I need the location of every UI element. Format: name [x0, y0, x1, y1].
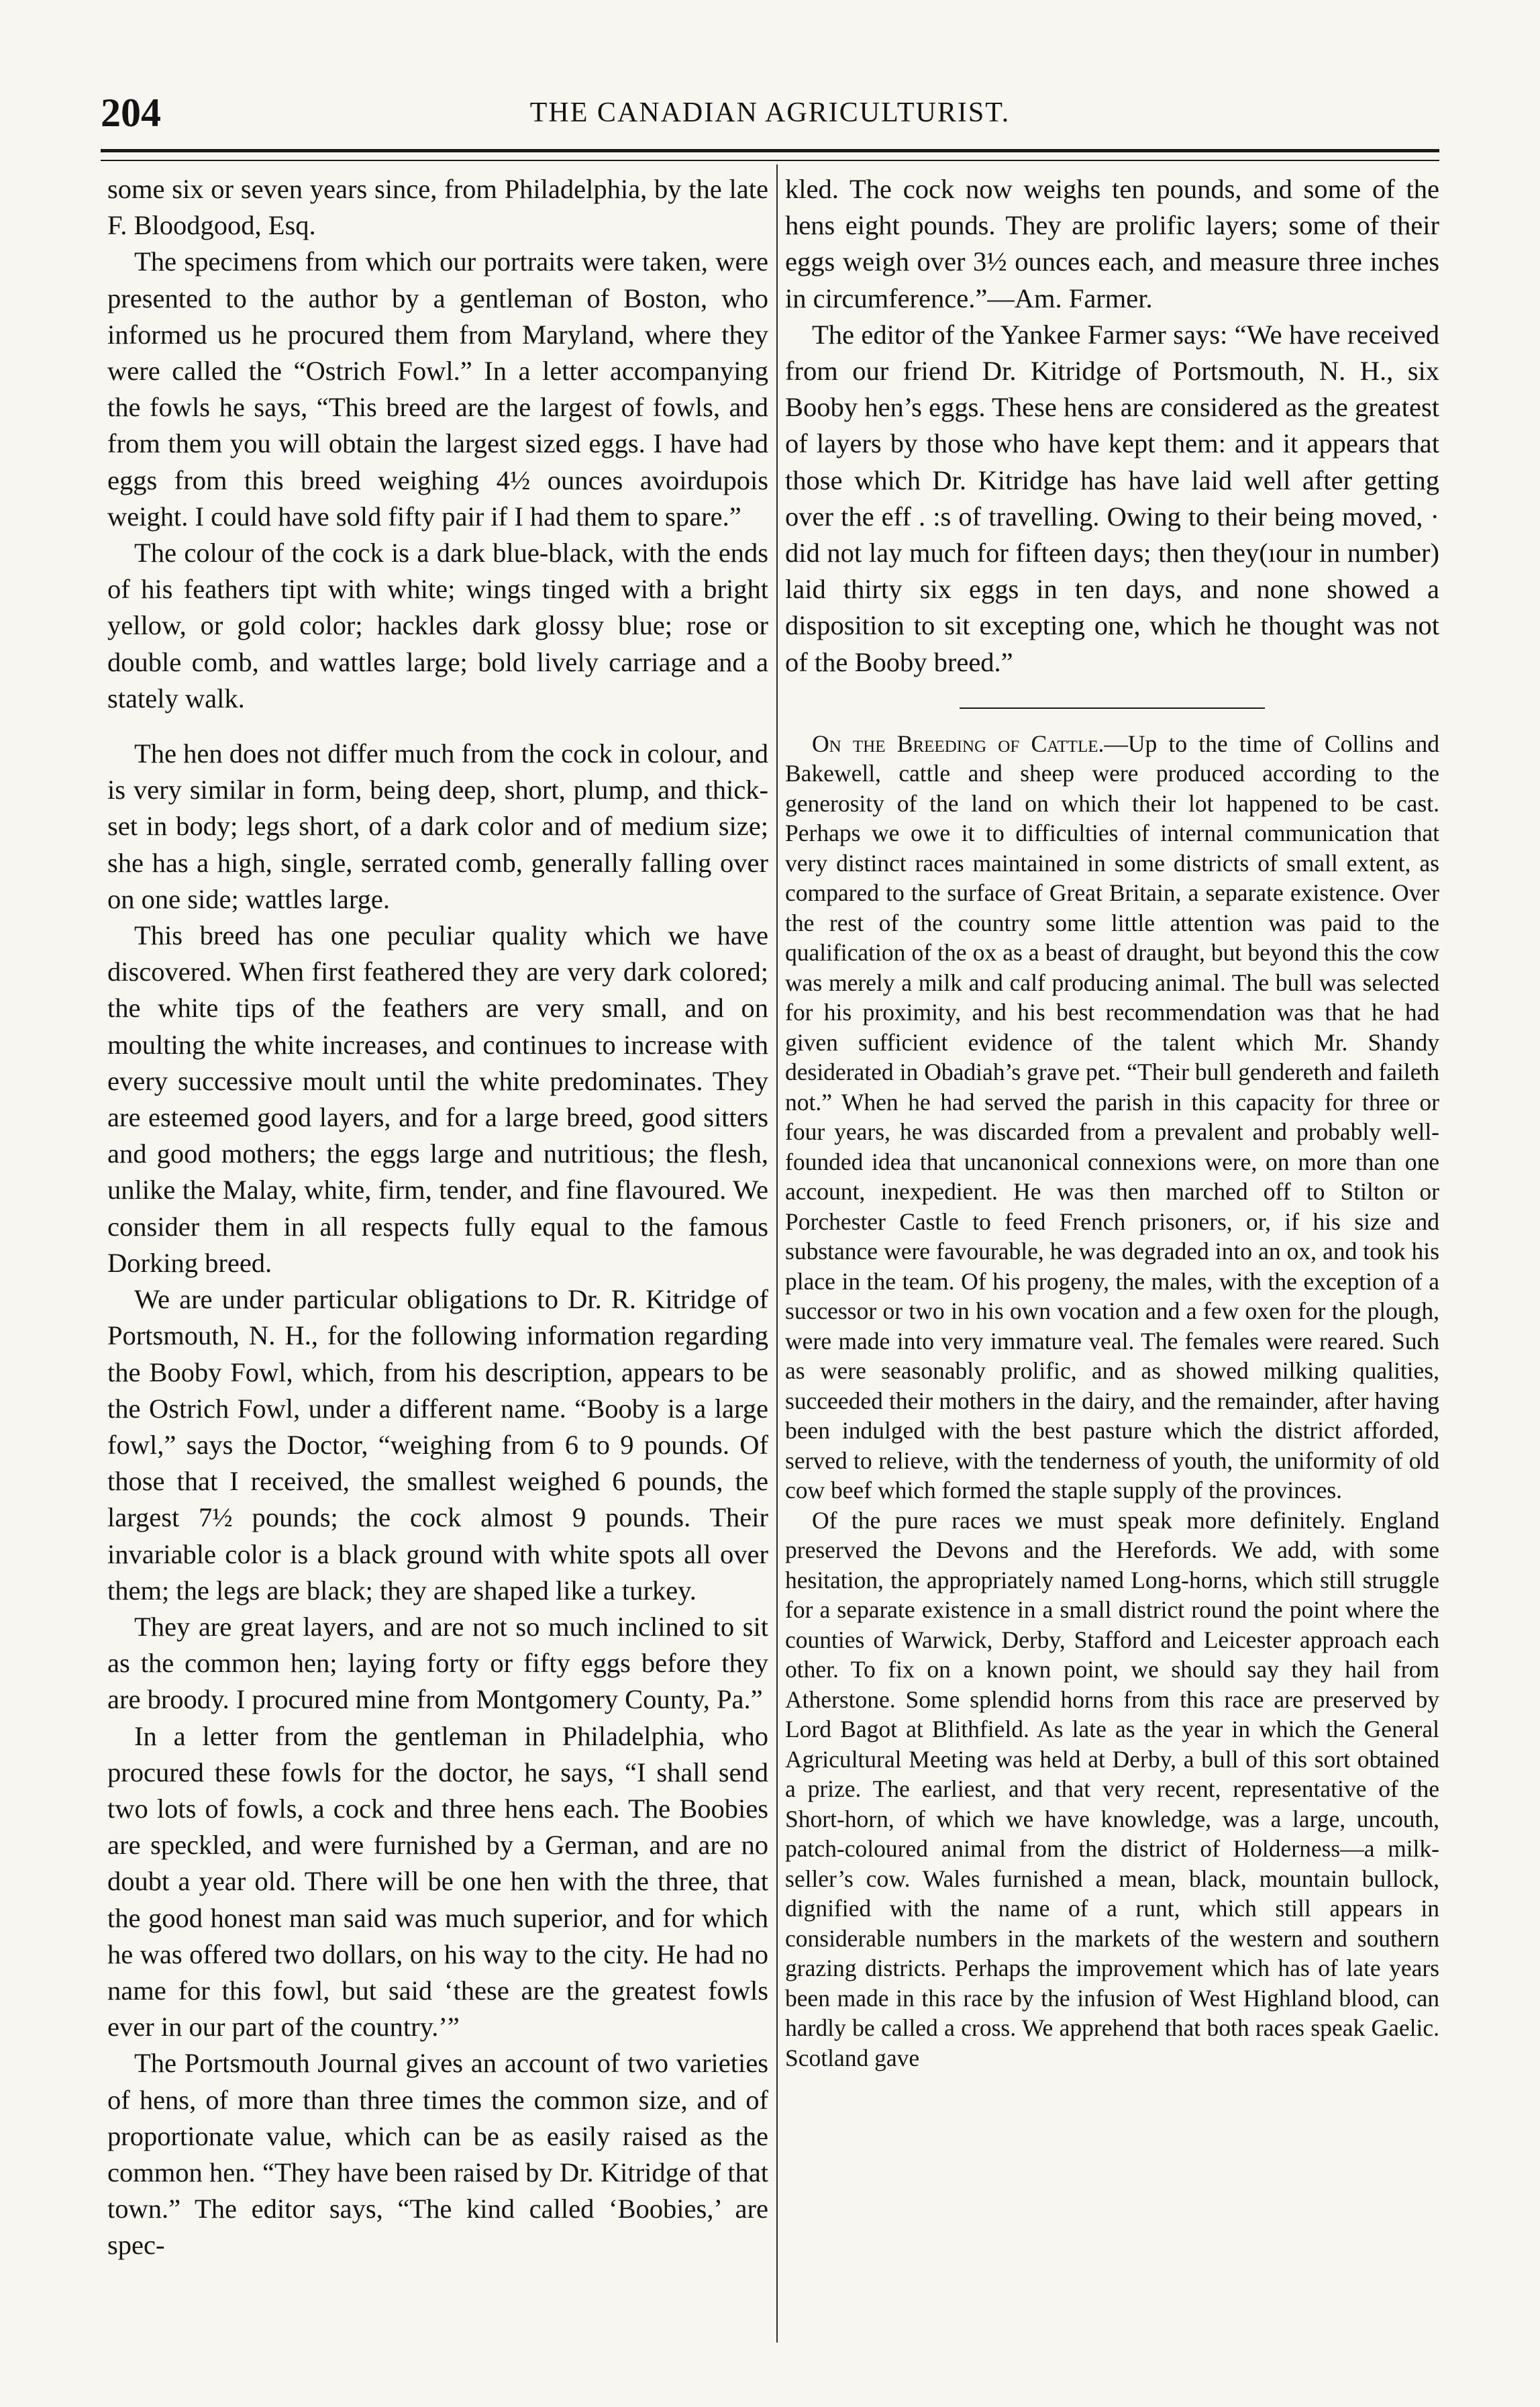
paragraph: kled. The cock now weighs ten pounds, and some of the hens eight pounds. They are prolific layers; some of their eggs weigh over 3½ ounces each, and measure three inches in circumference.”—Am. Farmer.: [785, 174, 1439, 313]
cattle-article: [785, 729, 1439, 2073]
column-divider: [776, 164, 778, 2343]
running-title: THE CANADIAN AGRICULTURIST.: [529, 97, 1011, 128]
section-divider: [960, 707, 1265, 709]
page-header: [101, 86, 1439, 140]
paragraph: some six or seven years since, from Philadelphia, by the late F. Bloodgood, Esq.: [107, 174, 768, 241]
paragraph: They are great layers, and are not so much inclined to sit as the common hen; laying forty or fifty eggs before they are broody. I procured mine from Montgomery County, Pa.”: [107, 1611, 768, 1715]
paragraph: The Portsmouth Journal gives an account of two varieties of hens, of more than three times the common size, and of proportionate value, which can be as easily raised as the common hen. “They have been raised by Dr. Kitridge of that town.” The editor says, “The kind called ‘Boobies,’ are spec-: [107, 2048, 768, 2261]
header-rule-thin: [101, 160, 1439, 161]
header-rule-thick: [101, 149, 1439, 152]
paragraph: The specimens from which our portraits were taken, were presented to the author by a gentleman of Boston, who informed us he procured them from Maryland, where they were called the “Ostrich Fowl.” In a letter accompanying the fowls he says, “This breed are the largest of fowls, and from them you will obtain the largest sized eggs. I have had eggs from this breed weighing 4½ ounces avoirdupois weight. I could have sold fifty pair if I had them to spare.”: [107, 246, 768, 532]
paragraph: Of the pure races we must speak more definitely. England preserved the Devons and the Herefords. We add, with some hesitation, the appropriately named Long-horns, which still struggle for a separate existence in a small district round the point where the counties of Warwick, Derby, Stafford and Leicester approach each other. To fix on a known point, we should say they hail from Atherstone. Some splendid horns from this race are preserved by Lord Bagot at Blithfield. As late as the year in which the General Agricultural Meeting was held at Derby, a bull of this sort obtained a prize. The earliest, and that very recent, representative of the Short-horn, of which we have knowledge, was a large, uncouth, patch-coloured animal from the district of Holderness—a milk-seller’s cow. Wales furnished a mean, black, mountain bullock, dignified with the name of a runt, which still appears in considerable numbers in the markets of the western and southern grazing districts. Perhaps the improvement which has of late years been made in this race by the infusion of West Highland blood, can hardly be called a cross. We apprehend that both races speak Gaelic. Scotland gave: [785, 1506, 1439, 2071]
article-title: On the Breeding of Cattle.: [812, 730, 1105, 757]
right-column: [785, 171, 1439, 2346]
paragraph: We are under particular obligations to Dr. R. Kitridge of Portsmouth, N. H., for the following information regarding the Booby Fowl, which, from his description, appears to be the Ostrich Fowl, under a different name. “Booby is a large fowl,” says the Doctor, “weighing from 6 to 9 pounds. Of those that I received, the smallest weighed 6 pounds, the largest 7½ pounds; the cock almost 9 pounds. Their invariable color is a black ground with white spots all over them; the legs are black; they are shaped like a turkey.: [107, 1284, 768, 1606]
paragraph: The colour of the cock is a dark blue-black, with the ends of his feathers tipt with white; wings tinged with a bright yellow, or gold color; hackles dark glossy blue; rose or double comb, and wattles large; bold lively carriage and a stately walk.: [107, 538, 768, 714]
paragraph: The hen does not differ much from the cock in colour, and is very similar in form, being deep, short, plump, and thick-set in body; legs short, of a dark color and of medium size; she has a high, single, serrated comb, generally falling over on one side; wattles large.: [107, 738, 768, 914]
paragraph: In a letter from the gentleman in Philadelphia, who procured these fowls for the doctor, he says, “I shall send two lots of fowls, a cock and three hens each. The Boobies are speckled, and were furnished by a German, and are no doubt a year old. There will be one hen with the three, that the good honest man said was much superior, and for which he was offered two dollars, on his way to the city. He had no name for this fowl, but said ‘these are the greatest fowls ever in our part of the country.’”: [107, 1720, 768, 2043]
left-column: [107, 171, 768, 2346]
paragraph: The editor of the Yankee Farmer says: “We have received from our friend Dr. Kitridge of Portsmouth, N. H., six Booby hen’s eggs. These hens are considered as the greatest of layers by those who have kept them: and it appears that those which Dr. Kitridge has have laid well after getting over the eff . :s of travelling. Owing to their being moved, · did not lay much for fifteen days; then they(ıour in number) laid thirty six eggs in ten days, and none showed a disposition to sit excepting one, which he thought was not of the Booby breed.”: [785, 319, 1439, 677]
paragraph: —Up to the time of Collins and Bakewell, cattle and sheep were produced according to the generosity of the land on which their lot happened to be cast. Perhaps we owe it to difficulties of internal communication that very distinct races maintained in some districts of small extent, as compared to the surface of Great Britain, a separate existence. Over the rest of the country some little attention was paid to the qualification of the ox as a beast of draught, but beyond this the cow was merely a milk and calf producing animal. The bull was selected for his proximity, and his best recommendation was that he had given sufficient evidence of the talent which Mr. Shandy desiderated in Obadiah’s grave pet. “Their bull gendereth and faileth not.” When he had served the parish in this capacity for three or four years, he was discarded from a prevalent and probably well-founded idea that uncanonical connexions were, on more than one account, inexpedient. He was then marched off to Stilton or Porchester Castle to feed French prisoners, or, if his size and substance were favourable, he was degraded into an ox, and took his place in the team. Of his progeny, the males, with the exception of a successor or two in his own vocation and a few oxen for the plough, were made into very immature veal. The females were reared. Such as were seasonably prolific, and as showed milking qualities, succeeded their mothers in the dairy, and the remainder, after having been indulged with the best pasture which the district afforded, served to relieve, with the tenderness of youth, the uniformity of old cow beef which formed the staple supply of the provinces.: [785, 730, 1439, 1504]
paragraph: This breed has one peculiar quality which we have discovered. When first feathered they are very dark colored; the white tips of the feathers are very small, and on moulting the white increases, and continues to increase with every successive moult until the white predominates. They are esteemed good layers, and for a large breed, good sitters and good mothers; the eggs large and nutritious; the flesh, unlike the Malay, white, firm, tender, and fine flavoured. We consider them in all respects fully equal to the famous Dorking breed.: [107, 920, 768, 1278]
page-number: 204: [101, 91, 161, 135]
